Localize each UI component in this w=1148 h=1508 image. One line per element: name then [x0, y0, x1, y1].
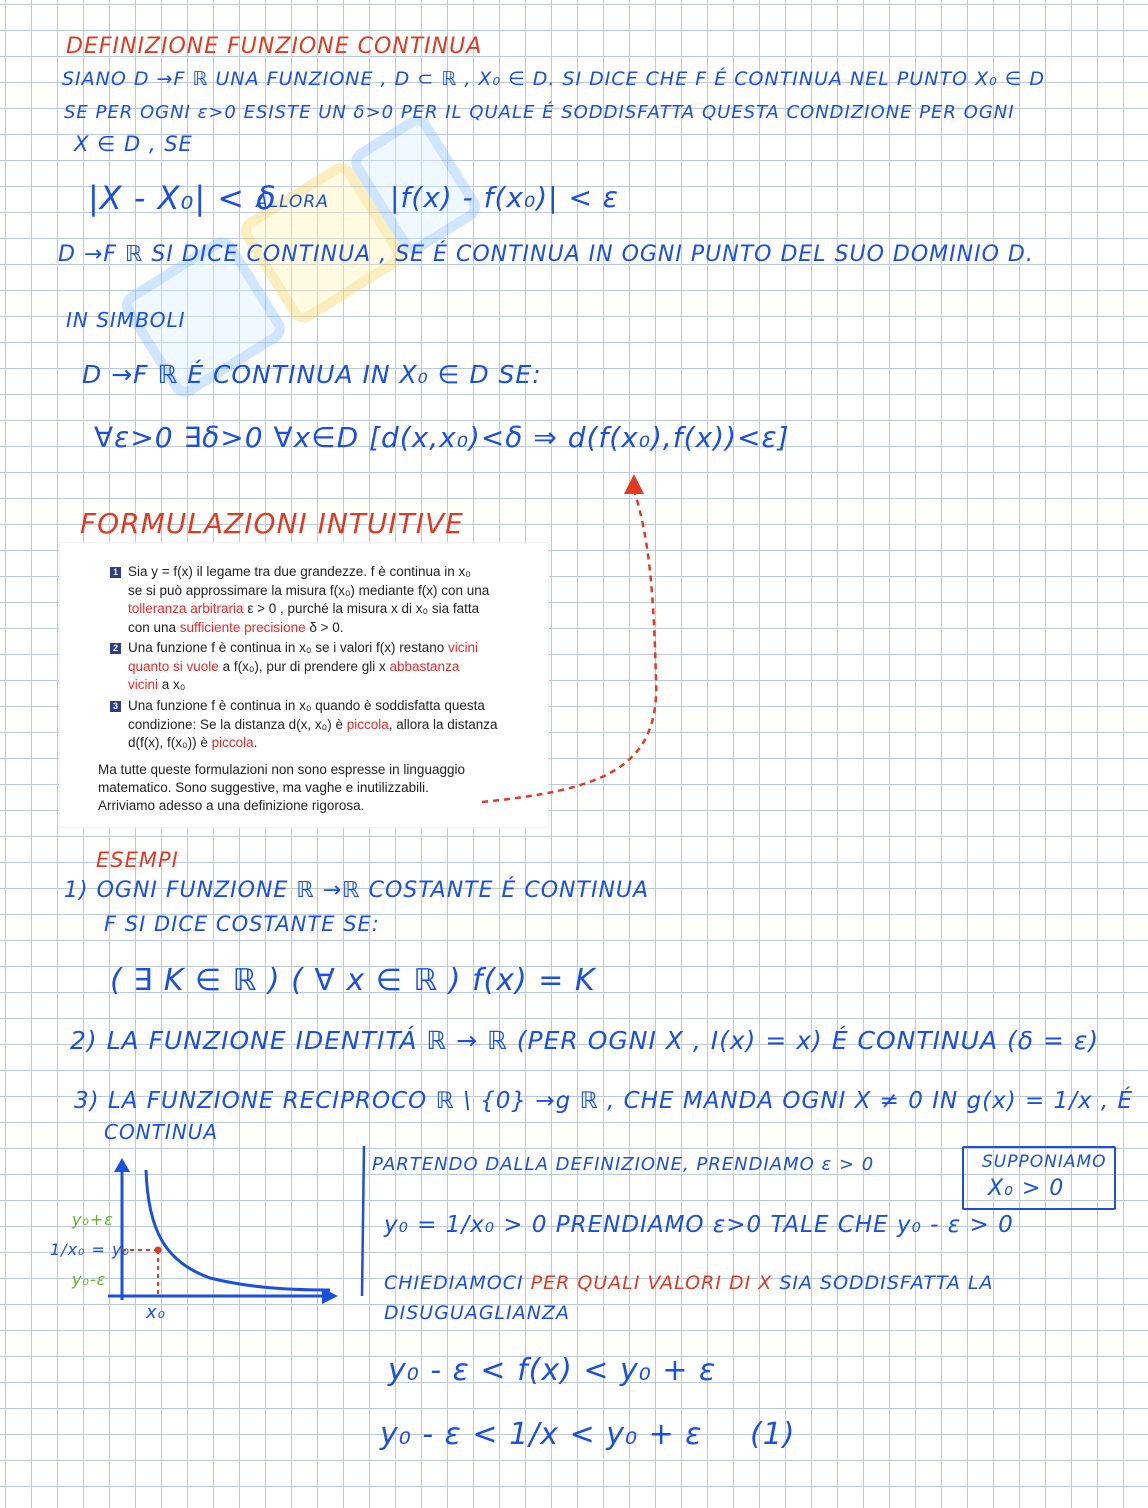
proof-inequality-2-label: (1): [750, 1417, 796, 1452]
proof-line-4: DISUGUAGLIANZA: [384, 1302, 570, 1324]
definition-line-2: SE PER OGNI ε>0 ESISTE UN δ>0 PER IL QUALE É SODDISFATTA QUESTA CONDIZIONE PER OGNI: [64, 102, 1015, 123]
proof-inequality-2: y₀ - ε < 1/x < y₀ + ε: [380, 1417, 703, 1452]
item-2-text: Una funzione f è continua in x₀ se i valori f(x) restano vicini quanto si vuole a f(x₀), pur di prendere gli x abbastanza vicini a x₀: [128, 640, 479, 692]
condition-right: |f(x) - f(x₀)| < ε: [390, 181, 619, 214]
item-3-number: 3: [110, 701, 121, 712]
example-1-line-1: 1) OGNI FUNZIONE ℝ →ℝ COSTANTE É CONTINUA: [64, 878, 650, 903]
item-2-number: 2: [110, 643, 121, 654]
definition-title: DEFINIZIONE FUNZIONE CONTINUA: [66, 34, 483, 59]
label-x0: x₀: [146, 1302, 166, 1323]
proof-line-3-b: PER QUALI VALORI DI X: [530, 1272, 773, 1294]
condition-then: ALLORA: [256, 192, 329, 212]
item-1-number: 1: [110, 567, 121, 578]
intuitive-title: FORMULAZIONI INTUITIVE: [80, 507, 464, 540]
proof-line-3-a: CHIEDIAMOCI: [384, 1272, 524, 1294]
assume-box-line-1: SUPPONIAMO: [982, 1152, 1107, 1172]
symbols-formula: ∀ε>0 ∃δ>0 ∀x∈D [d(x,x₀)<δ ⇒ d(f(x₀),f(x))<ε]: [94, 421, 790, 454]
box-conclusion: Ma tutte queste formulazioni non sono espresse in linguaggio matematico. Sono suggestive, ma vaghe e inutilizzabili. Arriviamo adesso a una definizione rigorosa.: [98, 762, 465, 813]
example-2: 2) LA FUNZIONE IDENTITÁ ℝ → ℝ (PER OGNI X , I(x) = x) É CONTINUA (δ = ε): [70, 1026, 1100, 1055]
symbols-line-1: D →F ℝ É CONTINUA IN X₀ ∈ D SE:: [82, 360, 542, 389]
condition-left: |X - X₀| < δ: [88, 179, 277, 217]
example-3-line-1: 3) LA FUNZIONE RECIPROCO ℝ \ {0} →g ℝ , CHE MANDA OGNI X ≠ 0 IN g(x) = 1/x , É: [74, 1088, 1134, 1114]
definition-line-1: SIANO D →F ℝ UNA FUNZIONE , D ⊂ ℝ , X₀ ∈ D. SI DICE CHE F É CONTINUA NEL PUNTO X₀ ∈ D: [62, 68, 1045, 90]
proof-line-3: [384, 1274, 993, 1293]
proof-line-2: y₀ = 1/x₀ > 0 PRENDIAMO ε>0 TALE CHE y₀ - ε > 0: [384, 1212, 1014, 1238]
examples-title: ESEMPI: [96, 848, 179, 872]
label-y-minus: y₀-ε: [72, 1270, 107, 1289]
label-y-plus: y₀+ε: [72, 1210, 114, 1229]
assume-box-line-2: X₀ > 0: [988, 1176, 1065, 1201]
example-1-formula: ( ∃ K ∈ ℝ ) ( ∀ x ∈ ℝ ) f(x) = K: [110, 963, 596, 998]
proof-line-3-c: SIA SODDISFATTA LA: [779, 1272, 994, 1294]
symbols-title: IN SIMBOLI: [66, 308, 186, 332]
example-3-line-2: CONTINUA: [104, 1120, 219, 1144]
item-3-text: Una funzione f è continua in x₀ quando è soddisfatta questa condizione: Se la distanza d(x, x₀) è piccola, allora la distanza d(f(x), f(x₀)) è piccola.: [128, 698, 498, 750]
proof-inequality-1: y₀ - ε < f(x) < y₀ + ε: [388, 1353, 717, 1388]
domain-statement: D →F ℝ SI DICE CONTINUA , SE É CONTINUA IN OGNI PUNTO DEL SUO DOMINIO D.: [58, 242, 1034, 267]
example-1-line-2: F SI DICE COSTANTE SE:: [104, 912, 380, 936]
label-y-mid: 1/x₀ = y₀: [50, 1240, 130, 1259]
proof-line-1: PARTENDO DALLA DEFINIZIONE, PRENDIAMO ε > 0: [372, 1154, 875, 1175]
definition-line-3: X ∈ D , SE: [74, 132, 193, 156]
item-1-text: Sia y = f(x) il legame tra due grandezze. f è continua in x₀ se si può approssimare la misura f(x₀) mediante f(x) con una tolleranza arbitraria ε > 0 , purché la misura x di x₀ sia fatta con una sufficiente precisione δ > 0.: [128, 564, 490, 635]
